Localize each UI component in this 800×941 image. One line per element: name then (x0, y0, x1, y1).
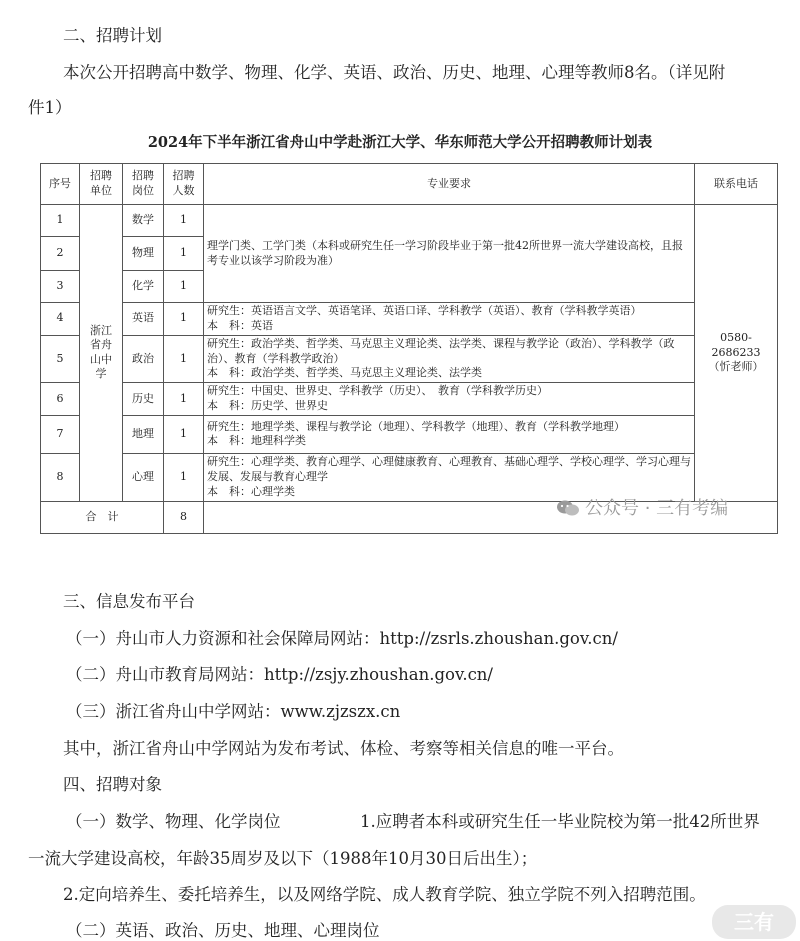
table-title: 2024年下半年浙江省舟山中学赴浙江大学、华东师范大学公开招聘教师计划表 (147, 134, 653, 151)
row-count: 1 (164, 383, 204, 416)
row-count: 1 (164, 271, 204, 303)
table-row (41, 415, 778, 453)
row-count: 1 (164, 303, 204, 336)
row-count: 1 (164, 453, 204, 501)
row-count: 1 (164, 415, 204, 453)
wechat-icon (555, 499, 581, 517)
section3-item3: （三）浙江省舟山中学网站：www.zjzszx.cn (66, 702, 401, 721)
section4-item1-text: 1.应聘者本科或研究生任一毕业院校为第一批42所世界 (360, 812, 760, 831)
total-count: 8 (164, 501, 204, 533)
row-post: 历史 (123, 383, 164, 416)
row-post: 地理 (123, 415, 164, 453)
shared-science-major: 理学门类、工学门类（本科或研究生任一学习阶段毕业于第一批42所世界一流大学建设高校，且报考专业以该学习阶段为准） (204, 205, 695, 303)
section4-title: 四、招聘对象 (63, 775, 162, 794)
row-post: 英语 (123, 303, 164, 336)
row-major (204, 303, 695, 336)
section3-item2: （二）舟山市教育局网站：http://zsjy.zhoushan.gov.cn/ (66, 665, 493, 684)
section4-item2: 2.定向培养生、委托培养生，以及网络学院、成人教育学院、独立学院不列入招聘范围。 (63, 885, 706, 904)
row-count: 1 (164, 205, 204, 237)
major-graduate: 研究生：中国史、世界史、学科教学（历史）、 教育（学科教学历史） (207, 384, 548, 398)
major-undergrad: 本 科：英语 (207, 318, 273, 332)
major-graduate: 研究生：地理学类、课程与教学论（地理）、学科教学（地理）、教育（学科教学地理） (207, 419, 625, 433)
header-post: 招聘岗位 (123, 164, 164, 205)
row-no: 3 (41, 271, 80, 303)
section3-title: 三、信息发布平台 (63, 592, 195, 611)
major-undergrad: 本 科：地理科学类 (207, 434, 306, 448)
row-no: 6 (41, 383, 80, 416)
section3-item1: （一）舟山市人力资源和社会保障局网站：http://zsrls.zhoushan.gov.cn/ (66, 629, 618, 648)
table-row (41, 383, 778, 416)
major-undergrad: 本 科：历史学、世界史 (207, 399, 328, 413)
table-header-row (41, 164, 778, 205)
row-post: 数学 (123, 205, 164, 237)
row-count: 1 (164, 335, 204, 383)
wechat-watermark (555, 494, 728, 520)
row-count: 1 (164, 237, 204, 271)
section4-item1-label: （一）数学、物理、化学岗位 (66, 812, 281, 831)
section2-body-line1: 本次公开招聘高中数学、物理、化学、英语、政治、历史、地理、心理等教师8名。（详见附 (63, 63, 726, 82)
table-row (41, 335, 778, 383)
row-no: 7 (41, 415, 80, 453)
row-no: 8 (41, 453, 80, 501)
section4-item3: （二）英语、政治、历史、地理、心理岗位 (66, 921, 380, 940)
major-graduate: 研究生：心理学类、教育心理学、心理健康教育、心理教育、基础心理学、学校心理学、学习心理与发展、发展与教育心理学 (207, 455, 691, 483)
table-row (41, 303, 778, 336)
row-post: 心理 (123, 453, 164, 501)
section4-item1-cont: 一流大学建设高校，年龄35周岁及以下（1988年10月30日后出生）； (28, 849, 538, 868)
row-post: 化学 (123, 271, 164, 303)
phone-cell (695, 205, 778, 502)
row-no: 2 (41, 237, 80, 271)
section3-note: 其中，浙江省舟山中学网站为发布考试、体检、考察等相关信息的唯一平台。 (63, 739, 624, 758)
phone-number: 0580-2686233 (711, 330, 761, 359)
row-major (204, 415, 695, 453)
row-post: 物理 (123, 237, 164, 271)
header-no: 序号 (41, 164, 80, 205)
major-undergrad: 本 科：政治学类、哲学类、马克思主义理论类、法学类 (207, 366, 482, 380)
watermark-text: 公众号 · 三有考编 (585, 498, 729, 519)
section2-title: 二、招聘计划 (63, 26, 162, 45)
row-no: 5 (41, 335, 80, 383)
row-major (204, 383, 695, 416)
table-row (41, 205, 778, 237)
contact-person: （忻老师） (708, 360, 764, 374)
cut-off-previous-line (28, 0, 33, 8)
row-no: 1 (41, 205, 80, 237)
major-graduate: 研究生：英语语言文学、英语笔译、英语口译、学科教学（英语）、教育（学科教学英语） (207, 304, 642, 317)
major-undergrad: 本 科：心理学类 (207, 484, 295, 498)
row-post: 政治 (123, 335, 164, 383)
row-no: 4 (41, 303, 80, 336)
row-major (204, 335, 695, 383)
unit-cell: 浙江省舟山中学 (80, 205, 123, 502)
section2-body-line2: 件1） (28, 98, 72, 117)
header-major: 专业要求 (204, 164, 695, 205)
header-phone: 联系电话 (695, 164, 778, 205)
total-label: 合 计 (41, 501, 164, 533)
corner-badge: 三有 (712, 905, 796, 939)
header-unit: 招聘单位 (80, 164, 123, 205)
recruitment-plan-table (40, 163, 778, 534)
header-count: 招聘人数 (164, 164, 204, 205)
major-graduate: 研究生：政治学类、哲学类、马克思主义理论类、法学类、课程与教学论（政治）、学科教学（政治）、教育（学科教学政治） (207, 336, 675, 365)
